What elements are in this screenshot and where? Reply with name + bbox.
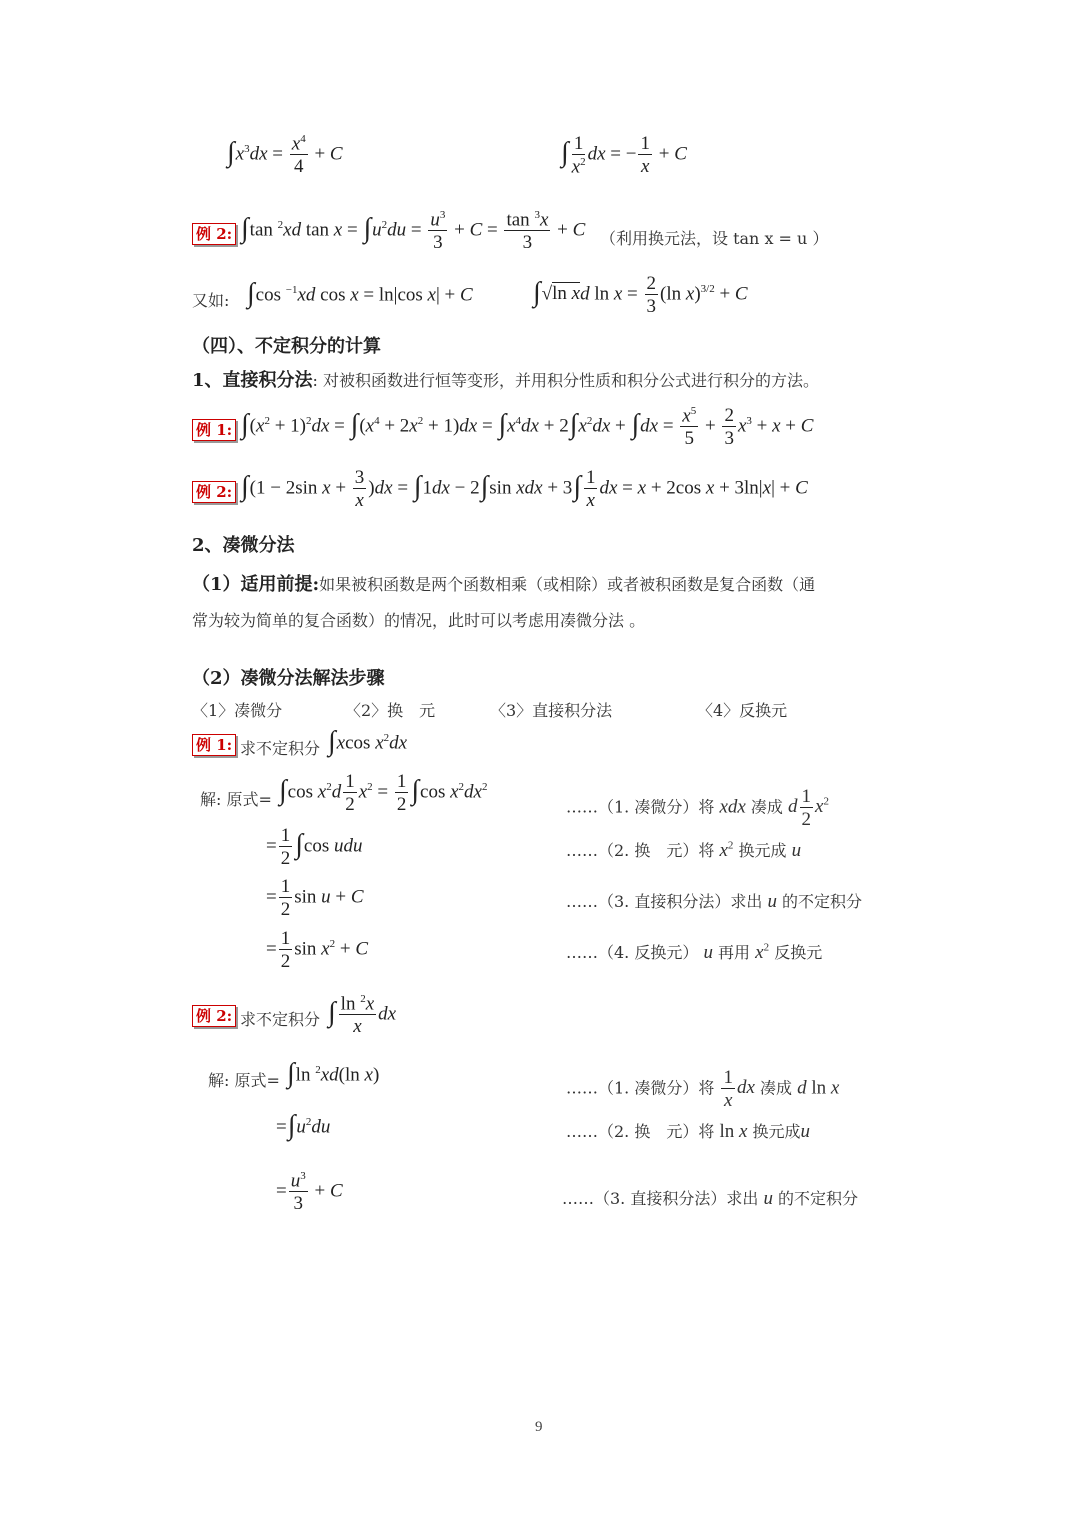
step-3: 〈3〉直接积分法 xyxy=(490,701,613,720)
premise-title: （1）适用前提: xyxy=(192,574,320,595)
solution-step-4: = $\frac{1}{2}$ $\sin x^2 + C$ xyxy=(266,928,368,972)
premise-text-cont: 常为较为简单的复合函数）的情况，此时可以考虑用凑微分法 。 xyxy=(192,611,646,630)
example-prompt: 求不定积分 xyxy=(240,1010,321,1029)
solve-label: 解: 原式= xyxy=(200,790,272,809)
steps-title: （2）凑微分法解法步骤 xyxy=(192,668,385,689)
also-like-label: 又如: xyxy=(192,291,230,310)
step-note-1: ……（1. 凑微分）将 xdx 凑成 d $\frac{1}{2}$ $x^2$ xyxy=(566,786,829,830)
example-badge: 例 2: xyxy=(192,223,236,245)
solution-step-3: = $\frac{1}{2}$ sin u + C xyxy=(266,876,364,920)
formula-direct-ex2: ∫(1 − 2sin x + $\frac{3}{x}$ )dx = ∫1dx − 2∫sin xdx + 3∫ $\frac{1}{x}$ dx = x + 2cos x + 3ln|x| + C xyxy=(241,467,808,511)
solve-label: 解: 原式= xyxy=(208,1071,280,1090)
solution-step-3: = $\frac{u^3}{3}$ + C xyxy=(276,1170,343,1215)
example-badge: 例 1: xyxy=(192,419,236,441)
direct-desc: : 对被积函数进行恒等变形，并用积分性质和积分公式进行积分的方法。 xyxy=(312,371,820,390)
premise-text: 如果被积函数是两个函数相乘（或相除）或者被积函数是复合函数（通 xyxy=(319,575,816,594)
cou-title: 2、凑微分法 xyxy=(192,535,295,556)
solution-step-2: = $\frac{1}{2}$ ∫cos udu xyxy=(266,825,363,869)
formula-inv-x2: ∫ $\frac{1}{x^2}$ dx = − $\frac{1}{x}$ + C xyxy=(561,133,687,178)
solution-step-1: ∫cos $x^2d$ $\frac{1}{2}$ $x^2$ = $\frac{1}{2}$ ∫cos $x^2dx^2$ xyxy=(279,771,488,815)
page-number: 9 xyxy=(535,1419,543,1435)
substitution-note: （利用换元法，设 tan x = u ） xyxy=(600,229,829,248)
example-integrand: ∫xcos $x^2dx$ xyxy=(328,726,408,757)
example-badge: 例 2: xyxy=(192,1005,236,1027)
formula-direct-ex1: $\int(x^2 + 1)^2dx = \int(x^4 + 2x^2 + 1)dx = \int x^4dx + 2\int x^2dx + \int dx$ = $\frac{x^5}{5}$ + $\frac{2}{3}$ $x^3 + x + C$ xyxy=(241,405,814,450)
step-2: 〈2〉换 元 xyxy=(345,701,436,720)
formula-cos: ∫cos $^{-1}$xd cos x = ln|cos x| + C xyxy=(247,278,473,309)
example-prompt: 求不定积分 xyxy=(240,739,321,758)
step-note-4: ……（4. 反换元） u 再用 $x^2$ 反换元 xyxy=(566,941,823,963)
step-4: 〈4〉反换元 xyxy=(697,701,788,720)
step-note-1: ……（1. 凑微分）将 $\frac{1}{x}$ dx 凑成 d ln x xyxy=(566,1067,840,1111)
formula-x3: $\int x^3dx$ = $\frac{x^4}{4}$ + C xyxy=(227,133,343,178)
example-badge: 例 1: xyxy=(192,734,236,756)
step-note-3: ……（3. 直接积分法）求出 u 的不定积分 xyxy=(562,1188,859,1209)
example-integrand: ∫ $\frac{\ln ^2x}{x}$ dx xyxy=(328,993,397,1038)
step-note-3: ……（3. 直接积分法）求出 u 的不定积分 xyxy=(566,891,863,912)
formula-sqrt-ln: ∫√ln xd ln x = $\frac{2}{3}$ (ln x)$^{3/2}$ + C xyxy=(533,273,748,317)
premise-line xyxy=(192,570,815,596)
step-note-2: ……（2. 换 元）将 ln x 换元成u xyxy=(566,1121,811,1142)
direct-integration-line xyxy=(192,366,819,392)
example-badge: 例 2: xyxy=(192,481,236,503)
step-1: 〈1〉凑微分 xyxy=(192,701,283,720)
section-title: （四）、不定积分的计算 xyxy=(192,336,381,357)
step-note-2: ……（2. 换 元）将 $x^2$ 换元成 u xyxy=(566,839,802,861)
solution-step-1: ∫ln $^2$xd(ln x) xyxy=(287,1058,380,1089)
solution-step-2: $=\int u^2du$ xyxy=(276,1110,331,1141)
formula-tan-sub: ∫tan $^2$xd $\tan x = \int u^2du$ = $\frac{u^3}{3}$ + C = $\frac{\tan ^3x}{3}$ + C xyxy=(241,209,586,254)
direct-title: 1、直接积分法 xyxy=(192,370,313,391)
